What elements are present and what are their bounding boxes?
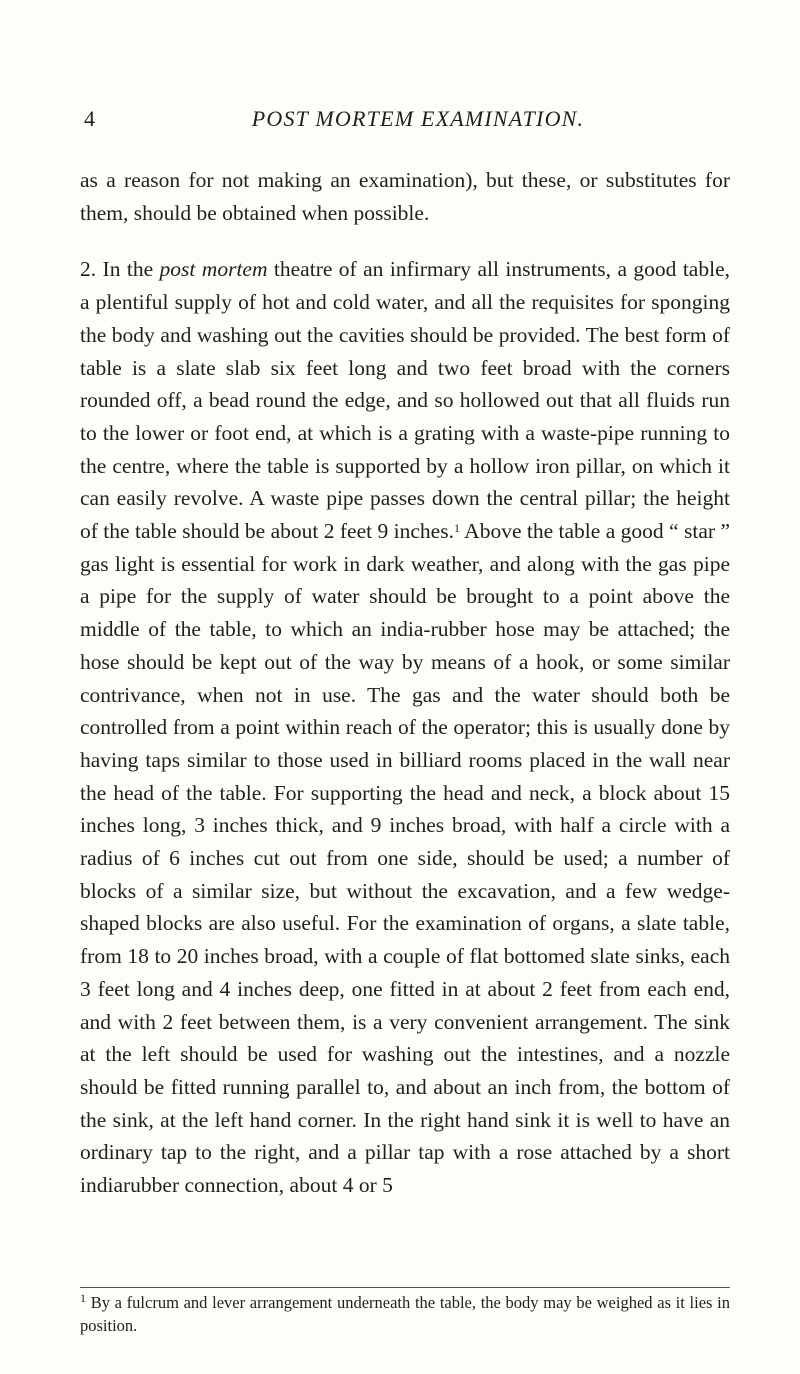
paragraph-gap <box>80 229 730 253</box>
footnote <box>80 1291 730 1337</box>
footnote-text: By a fulcrum and lever arrangement underneath the table, the body may be weighed as it lies in position. <box>80 1293 730 1335</box>
footnote-divider <box>80 1287 730 1288</box>
paragraph-2 <box>80 253 730 1201</box>
paragraph-2-text-b: Above the table a good “ star ” gas light is essential for work in dark weather, and along with the gas pipe a pipe for the supply of water should be brought to a point above the middle of the table, to which an india-rubber hose may be attached; the hose should be kept out of the way by means of a hook, or some similar contrivance, when not in use. The gas and the water should both be controlled from a point within reach of the operator; this is usually done by having taps similar to those used in billiard rooms placed in the wall near the head of the table. For supporting the head and neck, a block about 15 inches long, 3 inches thick, and 9 inches broad, with half a circle with a radius of 6 inches cut out from one side, should be used; a number of blocks of a similar size, but without the excavation, and a few wedge-shaped blocks are also useful. For the examination of organs, a slate table, from 18 to 20 inches broad, with a couple of flat bottomed slate sinks, each 3 feet long and 4 inches deep, one fitted in at about 2 feet from each end, and with 2 feet between them, is a very convenient arrangement. The sink at the left should be used for washing out the intestines, and a nozzle should be fitted running parallel to, and about an inch from, the bottom of the sink, at the left hand corner. In the right hand sink it is well to have an ordinary tap to the right, and a pillar tap with a rose attached by a short indiarubber connection, about 4 or 5 <box>80 519 730 1198</box>
footnote-marker: 1 <box>80 1291 86 1305</box>
paragraph-continuation: as a reason for not making an examination), but these, or substitutes for them, should be obtained when possible. <box>80 168 730 225</box>
paragraph-2-text-a: theatre of an infirmary all instruments, a good table, a plentiful supply of hot and cold water, and all the requisites for sponging the body and washing out the cavities should be provided. The best form of table is a slate slab six feet long and two feet broad with the corners rounded off, a bead round the edge, and so hollowed out that all fluids run to the lower or foot end, at which is a grating with a waste-pipe running to the centre, where the table is supported by a hollow iron pillar, on which it can easily revolve. A waste pipe passes down the central pillar; the height of the table should be about 2 feet 9 inches. <box>80 257 730 544</box>
footnote-reference: 1 <box>453 521 460 536</box>
page-number: 4 <box>84 106 95 131</box>
paragraph-2-italic-term: post mortem <box>159 257 268 282</box>
paragraph-2-lead: 2. In the <box>80 257 160 282</box>
body-text <box>80 164 730 1202</box>
running-head: POST MORTEM EXAMINATION. <box>251 106 585 131</box>
